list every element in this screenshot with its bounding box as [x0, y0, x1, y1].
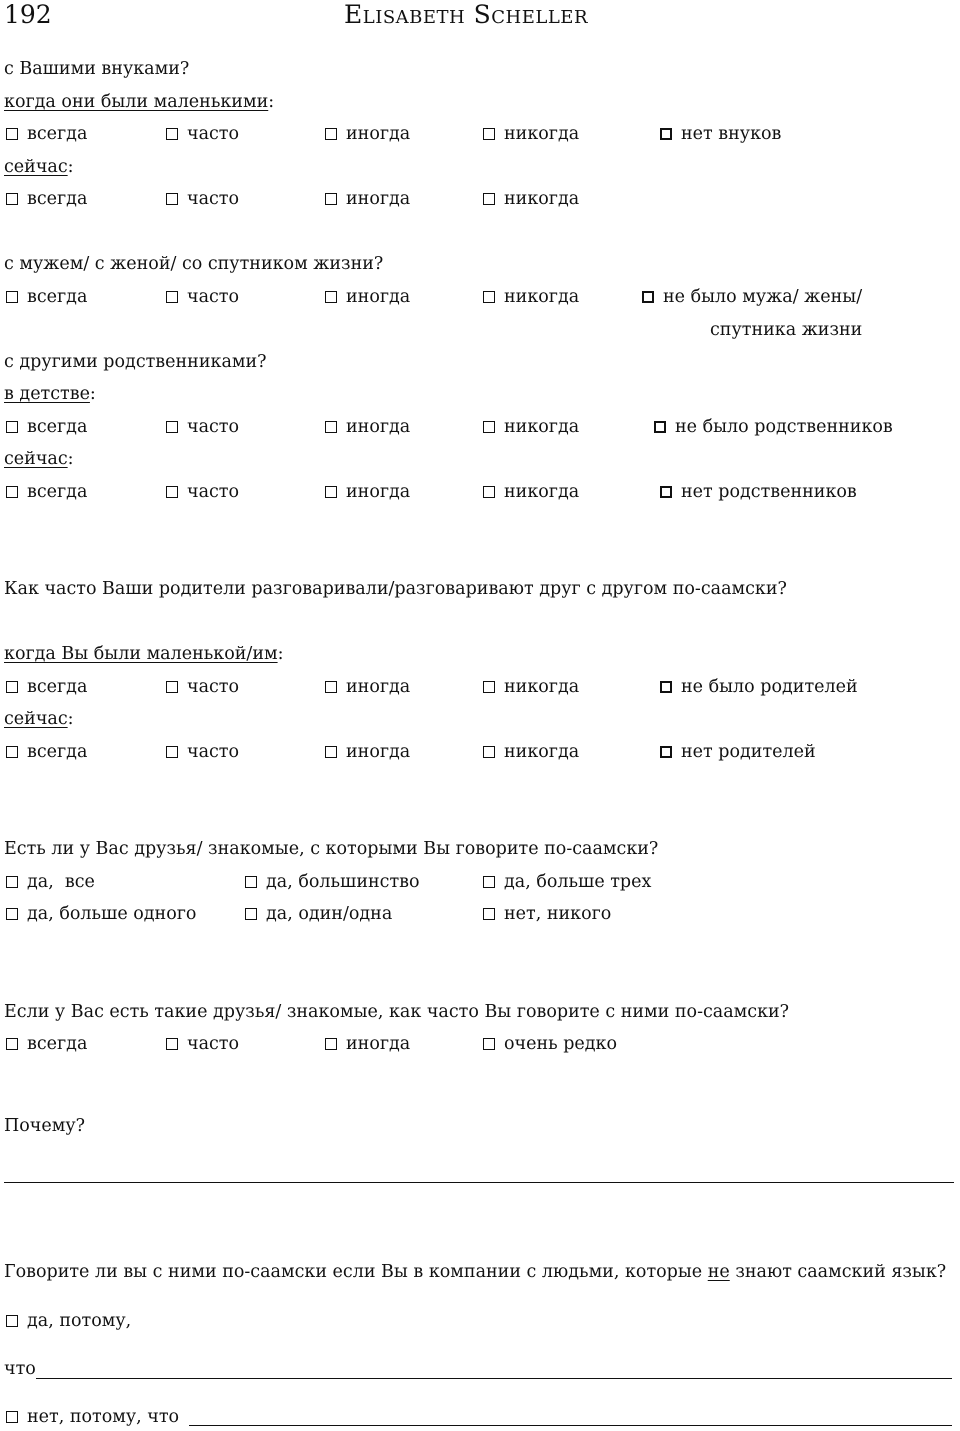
- why-label: Почему?: [4, 1116, 86, 1136]
- checkbox-option-yes[interactable]: да, потому,: [6, 1310, 131, 1332]
- checkbox-option[interactable]: никогда: [483, 481, 579, 503]
- checkbox-icon[interactable]: [166, 291, 178, 303]
- checkbox-option[interactable]: да, большинство: [245, 871, 420, 893]
- checkbox-option[interactable]: да, все: [6, 871, 95, 893]
- checkbox-option[interactable]: нет, никого: [483, 903, 611, 925]
- checkbox-icon[interactable]: [6, 1315, 18, 1327]
- checkbox-icon[interactable]: [166, 746, 178, 758]
- checkbox-icon[interactable]: [6, 746, 18, 758]
- checkbox-icon[interactable]: [483, 193, 495, 205]
- no-reason-answer-line[interactable]: [189, 1425, 952, 1426]
- checkbox-icon[interactable]: [325, 421, 337, 433]
- friends-frequency-question: Если у Вас есть такие друзья/ знакомые, как часто Вы говорите с ними по-саамски?: [4, 1002, 790, 1022]
- checkbox-icon[interactable]: [6, 876, 18, 888]
- checkbox-option[interactable]: иногда: [325, 286, 410, 308]
- checkbox-option[interactable]: всегда: [6, 676, 87, 698]
- checkbox-option[interactable]: всегда: [6, 188, 87, 210]
- friends-question: Есть ли у Вас друзья/ знакомые, с которыми Вы говорите по-саамски?: [4, 839, 659, 859]
- checkbox-option[interactable]: часто: [166, 188, 239, 210]
- grandchildren-now-label: сейчас:: [4, 157, 74, 177]
- checkbox-icon[interactable]: [166, 193, 178, 205]
- parents-question: Как часто Ваши родители разговаривали/разговаривают друг с другом по-саамски?: [4, 579, 787, 599]
- spouse-option-continuation: спутника жизни: [710, 320, 863, 340]
- checkbox-icon[interactable]: [6, 908, 18, 920]
- checkbox-option[interactable]: иногда: [325, 741, 410, 763]
- checkbox-icon[interactable]: [325, 486, 337, 498]
- checkbox-option[interactable]: всегда: [6, 416, 87, 438]
- checkbox-option[interactable]: всегда: [6, 123, 87, 145]
- checkbox-option[interactable]: очень редко: [483, 1033, 617, 1055]
- checkbox-option[interactable]: иногда: [325, 676, 410, 698]
- checkbox-option[interactable]: иногда: [325, 416, 410, 438]
- checkbox-icon[interactable]: [483, 746, 495, 758]
- parents-when-small-label: когда Вы были маленькой/им:: [4, 644, 284, 664]
- checkbox-option[interactable]: часто: [166, 676, 239, 698]
- page-author: Elisabeth Scheller: [344, 0, 588, 29]
- page-number: 192: [4, 0, 52, 29]
- checkbox-option[interactable]: иногда: [325, 188, 410, 210]
- checkbox-option[interactable]: часто: [166, 123, 239, 145]
- checkbox-icon[interactable]: [245, 908, 257, 920]
- checkbox-icon[interactable]: [654, 421, 666, 433]
- checkbox-option[interactable]: никогда: [483, 676, 579, 698]
- checkbox-icon[interactable]: [166, 1038, 178, 1050]
- checkbox-option[interactable]: никогда: [483, 123, 579, 145]
- page-header: [0, 0, 960, 34]
- checkbox-icon[interactable]: [325, 681, 337, 693]
- spouse-question: с мужем/ с женой/ со спутником жизни?: [4, 254, 384, 274]
- checkbox-icon[interactable]: [6, 421, 18, 433]
- checkbox-icon[interactable]: [166, 681, 178, 693]
- checkbox-icon[interactable]: [483, 1038, 495, 1050]
- checkbox-icon[interactable]: [660, 746, 672, 758]
- relatives-question: с другими родственниками?: [4, 352, 267, 372]
- checkbox-option[interactable]: никогда: [483, 286, 579, 308]
- checkbox-option-no[interactable]: нет, потому, что: [6, 1406, 179, 1428]
- checkbox-icon[interactable]: [166, 128, 178, 140]
- yes-reason-answer-line[interactable]: [36, 1378, 952, 1379]
- checkbox-option[interactable]: иногда: [325, 123, 410, 145]
- checkbox-icon[interactable]: [660, 486, 672, 498]
- checkbox-icon[interactable]: [642, 291, 654, 303]
- checkbox-option[interactable]: часто: [166, 416, 239, 438]
- checkbox-option[interactable]: да, больше одного: [6, 903, 196, 925]
- relatives-childhood-label: в детстве:: [4, 384, 96, 404]
- checkbox-icon[interactable]: [6, 486, 18, 498]
- checkbox-icon[interactable]: [325, 193, 337, 205]
- checkbox-icon[interactable]: [325, 746, 337, 758]
- checkbox-icon[interactable]: [6, 128, 18, 140]
- checkbox-icon[interactable]: [325, 291, 337, 303]
- checkbox-icon[interactable]: [483, 291, 495, 303]
- checkbox-option[interactable]: часто: [166, 1033, 239, 1055]
- checkbox-icon[interactable]: [660, 128, 672, 140]
- checkbox-icon[interactable]: [483, 908, 495, 920]
- checkbox-icon[interactable]: [483, 128, 495, 140]
- checkbox-icon[interactable]: [166, 421, 178, 433]
- checkbox-option[interactable]: часто: [166, 741, 239, 763]
- checkbox-option[interactable]: никогда: [483, 741, 579, 763]
- checkbox-icon[interactable]: [325, 128, 337, 140]
- checkbox-option[interactable]: не было родителей: [660, 676, 858, 698]
- checkbox-icon[interactable]: [6, 1411, 18, 1423]
- checkbox-option[interactable]: да, один/одна: [245, 903, 392, 925]
- checkbox-option[interactable]: иногда: [325, 481, 410, 503]
- checkbox-option[interactable]: всегда: [6, 481, 87, 503]
- checkbox-option[interactable]: нет родителей: [660, 741, 816, 763]
- checkbox-icon[interactable]: [166, 486, 178, 498]
- checkbox-icon[interactable]: [325, 1038, 337, 1050]
- checkbox-icon[interactable]: [6, 193, 18, 205]
- checkbox-option[interactable]: нет родственников: [660, 481, 857, 503]
- checkbox-option[interactable]: иногда: [325, 1033, 410, 1055]
- checkbox-icon[interactable]: [483, 681, 495, 693]
- checkbox-option[interactable]: всегда: [6, 741, 87, 763]
- checkbox-option[interactable]: всегда: [6, 286, 87, 308]
- checkbox-option[interactable]: никогда: [483, 416, 579, 438]
- that-label: что: [4, 1359, 36, 1379]
- checkbox-option[interactable]: часто: [166, 481, 239, 503]
- checkbox-option[interactable]: не было родственников: [654, 416, 893, 438]
- grandchildren-question: с Вашими внуками?: [4, 59, 190, 79]
- checkbox-option[interactable]: никогда: [483, 188, 579, 210]
- checkbox-icon[interactable]: [660, 681, 672, 693]
- checkbox-icon[interactable]: [483, 876, 495, 888]
- company-question: Говорите ли вы с ними по-саамски если Вы в компании с людьми, которые не знают саамский язык?: [4, 1262, 947, 1282]
- checkbox-icon[interactable]: [6, 1038, 18, 1050]
- checkbox-option[interactable]: часто: [166, 286, 239, 308]
- parents-now-label: сейчас:: [4, 709, 74, 729]
- checkbox-icon[interactable]: [6, 291, 18, 303]
- why-answer-line[interactable]: [4, 1182, 954, 1183]
- checkbox-option[interactable]: нет внуков: [660, 123, 781, 145]
- checkbox-option[interactable]: да, больше трех: [483, 871, 651, 893]
- checkbox-icon[interactable]: [483, 486, 495, 498]
- checkbox-option[interactable]: не было мужа/ жены/: [642, 286, 862, 308]
- checkbox-icon[interactable]: [6, 681, 18, 693]
- grandchildren-when-small-label: когда они были маленькими:: [4, 92, 275, 112]
- checkbox-icon[interactable]: [245, 876, 257, 888]
- checkbox-option[interactable]: всегда: [6, 1033, 87, 1055]
- checkbox-icon[interactable]: [483, 421, 495, 433]
- relatives-now-label: сейчас:: [4, 449, 74, 469]
